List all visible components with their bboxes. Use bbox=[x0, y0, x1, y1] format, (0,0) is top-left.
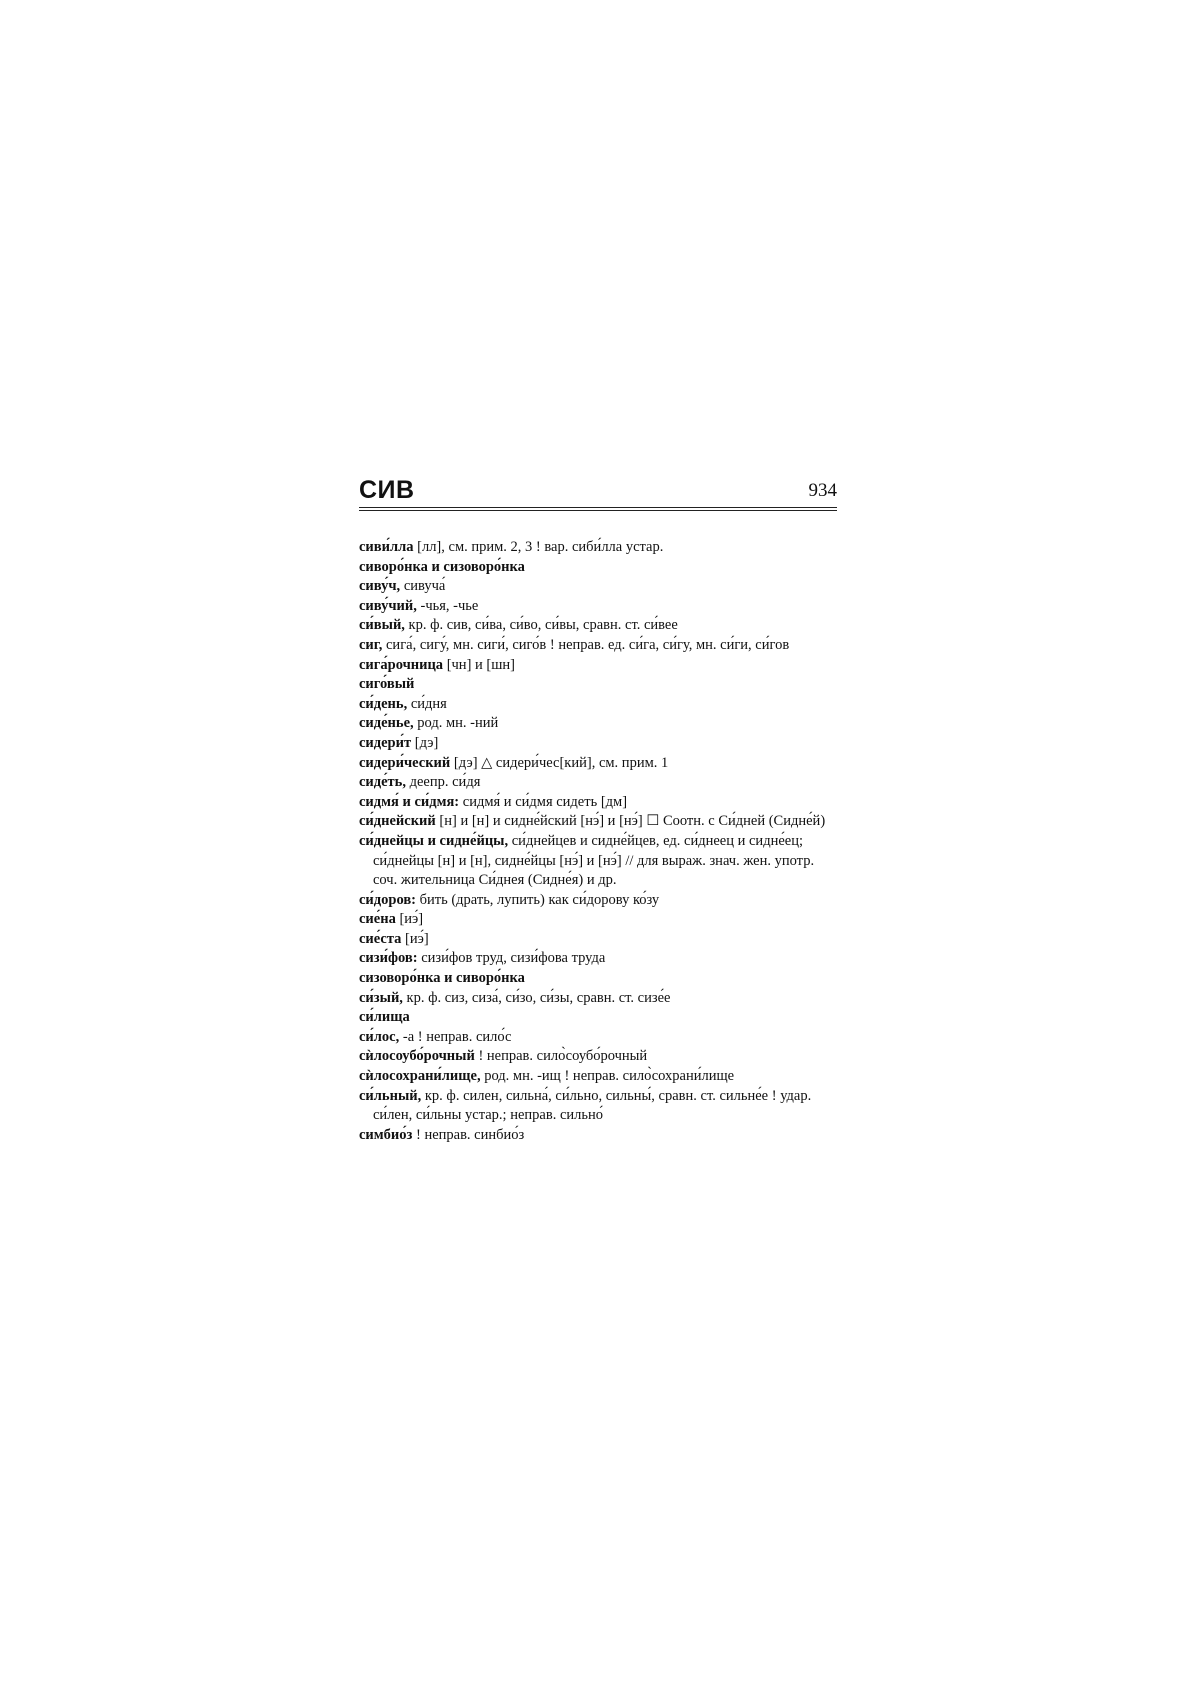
entry-lemma: сизоворо́нка и сиворо́нка bbox=[359, 970, 525, 987]
dictionary-entry bbox=[359, 969, 837, 989]
entry-text: ! неправ. синбио́з bbox=[412, 1126, 525, 1143]
entry-lemma: си́днейцы и сидне́йцы, bbox=[359, 832, 509, 849]
dictionary-entry bbox=[359, 793, 837, 813]
entry-lemma: сѝлосоубо́рочный bbox=[359, 1048, 475, 1065]
entry-text: си́днейцев и сидне́йцев, ед. си́днеец и сидне́ец; си́днейцы [н] и [н], сидне́йцы [нэ́] и [нэ́] // для выраж. знач. жен. употр. соч. жительница Си́днея (Сидне́я) и др. bbox=[373, 832, 815, 889]
entry-lemma: сиву́ч, bbox=[359, 578, 401, 595]
entry-lemma: си́вый, bbox=[359, 617, 405, 634]
entry-text: си́дня bbox=[407, 695, 447, 712]
entry-lemma: сиде́нье, bbox=[359, 715, 414, 732]
entry-text: бить (драть, лупить) как си́дорову ко́зу bbox=[416, 891, 660, 908]
dictionary-entry bbox=[359, 695, 837, 715]
entry-text: [чн] и [шн] bbox=[443, 656, 515, 673]
dictionary-entry bbox=[359, 754, 837, 774]
dictionary-entry bbox=[359, 832, 837, 891]
entry-text: ! неправ. сило̀соубо́рочный bbox=[474, 1048, 648, 1065]
running-head bbox=[359, 476, 837, 516]
entry-text: кр. ф. сиз, сиза́, си́зо, си́зы, сравн. ст. сизе́е bbox=[402, 989, 671, 1006]
entry-lemma: сиворо́нка и сизоворо́нка bbox=[359, 558, 525, 575]
entry-lemma: си́льный, bbox=[359, 1087, 422, 1104]
dictionary-entry bbox=[359, 1087, 837, 1126]
dictionary-entry bbox=[359, 989, 837, 1009]
entry-text: [лл], см. прим. 2, 3 ! вар. сиби́лла устар. bbox=[413, 539, 664, 555]
dictionary-entry bbox=[359, 577, 837, 597]
page-number: 934 bbox=[808, 480, 837, 501]
entry-lemma: сизи́фов: bbox=[359, 950, 418, 967]
entry-text: кр. ф. сив, си́ва, си́во, си́вы, сравн. ст. си́вее bbox=[404, 617, 678, 634]
running-head-word: СИВ bbox=[359, 476, 415, 504]
entry-lemma: сиде́ть, bbox=[359, 774, 406, 791]
dictionary-entry bbox=[359, 1008, 837, 1028]
entry-list bbox=[359, 538, 837, 1145]
dictionary-entry bbox=[359, 656, 837, 676]
entry-lemma: симбио́з bbox=[359, 1126, 413, 1143]
entry-lemma: сие́ста bbox=[359, 930, 402, 947]
dictionary-entry bbox=[359, 734, 837, 754]
dictionary-entry bbox=[359, 949, 837, 969]
dictionary-entry bbox=[359, 1047, 837, 1067]
entry-lemma: сига́рочница bbox=[359, 656, 444, 673]
dictionary-entry bbox=[359, 1126, 837, 1146]
entry-lemma: сидмя́ и си́дмя: bbox=[359, 793, 460, 810]
entry-text: кр. ф. силен, сильна́, си́льно, сильны́, сравн. ст. сильне́е ! удар. си́лен, си́льны устар.; неправ. сильно́ bbox=[373, 1087, 812, 1124]
dictionary-entry bbox=[359, 773, 837, 793]
entry-lemma: сиг, bbox=[359, 636, 383, 653]
dictionary-entry bbox=[359, 538, 837, 558]
dictionary-entry bbox=[359, 558, 837, 578]
dictionary-entry bbox=[359, 812, 837, 832]
entry-lemma: си́лища bbox=[359, 1009, 410, 1026]
entry-lemma: сие́на bbox=[359, 911, 396, 928]
entry-text: деепр. си́дя bbox=[405, 774, 481, 791]
dictionary-entry bbox=[359, 675, 837, 695]
entry-lemma: сиву́чий, bbox=[359, 597, 417, 614]
dictionary-entry bbox=[359, 930, 837, 950]
dictionary-entry bbox=[359, 910, 837, 930]
entry-text: [н] и [н] и сидне́йский [нэ́] и [нэ́] ☐ Соотн. с Си́дней (Сидне́й) bbox=[435, 813, 826, 830]
dictionary-entry bbox=[359, 636, 837, 656]
dictionary-entry bbox=[359, 597, 837, 617]
dictionary-entry bbox=[359, 891, 837, 911]
entry-lemma: сѝлосохрани́лище, bbox=[359, 1068, 481, 1085]
entry-text: [дэ] bbox=[411, 734, 439, 751]
header-rule bbox=[359, 507, 837, 511]
entry-text: сизи́фов труд, сизи́фова труда bbox=[417, 950, 606, 967]
dictionary-entry bbox=[359, 1067, 837, 1087]
entry-text: род. мн. -ищ ! неправ. сило̀сохрани́лище bbox=[480, 1068, 735, 1085]
entry-lemma: си́лос, bbox=[359, 1028, 400, 1045]
entry-text: [дэ] △ сидери́чес[кий], см. прим. 1 bbox=[450, 754, 669, 771]
dictionary-page bbox=[359, 476, 837, 1145]
entry-text: [иэ́] bbox=[401, 930, 429, 947]
entry-text: сидмя́ и си́дмя сидеть [дм] bbox=[459, 793, 628, 810]
entry-lemma: си́день, bbox=[359, 695, 408, 712]
entry-lemma: си́зый, bbox=[359, 989, 403, 1006]
entry-text: сивуча́ bbox=[400, 578, 446, 595]
dictionary-entry bbox=[359, 714, 837, 734]
entry-text: -чья, -чье bbox=[416, 597, 479, 614]
entry-lemma: сидери́ческий bbox=[359, 754, 451, 771]
entry-text: -а ! неправ. сило́с bbox=[399, 1028, 512, 1045]
entry-lemma: сиго́вый bbox=[359, 676, 415, 693]
dictionary-entry bbox=[359, 1028, 837, 1048]
entry-lemma: си́доров: bbox=[359, 891, 416, 908]
entry-text: сига́, сигу́, мн. сиги́, сиго́в ! неправ. ед. си́га, си́гу, мн. си́ги, си́гов bbox=[382, 636, 790, 653]
entry-lemma: сиви́лла bbox=[359, 539, 414, 555]
entry-lemma: сидери́т bbox=[359, 734, 412, 751]
entry-text: род. мн. -ний bbox=[413, 715, 499, 732]
entry-text: [иэ́] bbox=[395, 911, 424, 928]
dictionary-entry bbox=[359, 616, 837, 636]
entry-lemma: си́днейский bbox=[359, 813, 436, 830]
